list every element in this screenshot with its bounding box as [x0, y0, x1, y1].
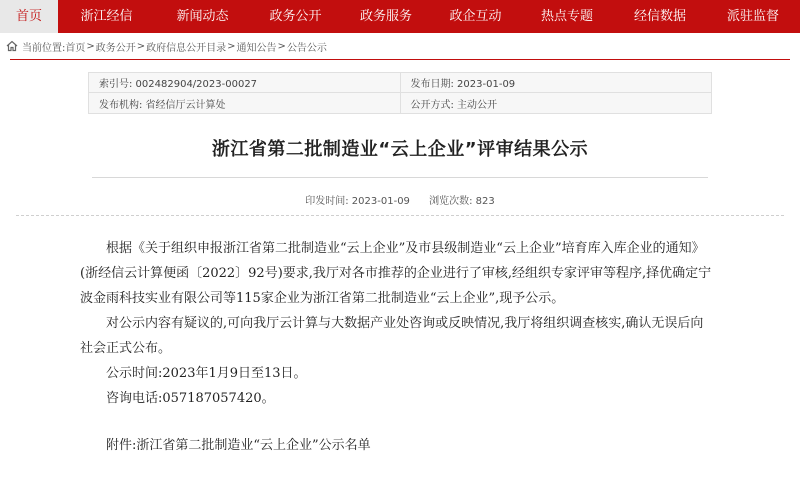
breadcrumb-home[interactable]: 首页 [65, 42, 86, 54]
nav-item-hot-topics[interactable]: 热点专题 [540, 9, 593, 24]
breadcrumb-announcements[interactable]: 公告公示 [286, 42, 327, 54]
metadata-row [89, 93, 711, 113]
body-paragraph: 根据《关于组织申报浙江省第二批制造业“云上企业”及市县级制造业“云上企业”培育库入库企业的通知》(浙经信云计算便函〔2022〕92号)要求,我厅对各市推荐的企业进行了审核,经组织专家评审等程序,择优确定宁波金雨科技实业有限公司等115家企业为浙江省第二批制造业“云上企业”,现予公示。 [80, 241, 712, 306]
announcement-period: 公示时间:2023年1月9日至13日。 [106, 366, 307, 381]
view-count: 浏览次数: 823 [429, 196, 495, 207]
publish-date: 发布日期: 2023-01-09 [400, 73, 712, 92]
article-info [0, 192, 800, 207]
breadcrumb-separator: > [227, 40, 236, 52]
nav-item-home[interactable]: 首页 [0, 0, 58, 33]
body-paragraph: 对公示内容有疑议的,可向我厅云计算与大数据产业处咨询或反映情况,我厅将组织调查核实,确认无误后向社会正式公布。 [80, 316, 704, 356]
metadata-table [88, 72, 712, 114]
publisher: 发布机构: 省经信厅云计算处 [89, 93, 400, 113]
nav-item-gov-open[interactable]: 政务公开 [269, 9, 322, 24]
article-body [0, 236, 800, 458]
open-mode: 公开方式: 主动公开 [400, 93, 712, 113]
nav-item-zhejiang-jingxin[interactable]: 浙江经信 [80, 9, 133, 24]
breadcrumb-prefix: 当前位置: [22, 42, 66, 54]
nav-item-gov-service[interactable]: 政务服务 [359, 9, 412, 24]
attachment-link[interactable]: 附件:浙江省第二批制造业“云上企业”公示名单 [106, 438, 371, 453]
metadata-row [89, 73, 711, 93]
article-title: 浙江省第二批制造业“云上企业”评审结果公示 [211, 139, 589, 160]
breadcrumb-separator: > [277, 40, 286, 52]
index-number: 索引号: 002482904/2023-00027 [89, 73, 400, 92]
breadcrumb [0, 33, 800, 59]
info-divider [16, 215, 784, 216]
nav-item-news[interactable]: 新闻动态 [176, 9, 229, 24]
top-navigation [0, 0, 800, 33]
breadcrumb-separator: > [136, 40, 146, 52]
home-icon [6, 40, 18, 52]
breadcrumb-separator: > [86, 40, 95, 52]
contact-phone: 咨询电话:057187057420。 [106, 391, 275, 406]
title-divider [92, 177, 708, 178]
breadcrumb-gov-open[interactable]: 政务公开 [95, 42, 136, 54]
breadcrumb-notices[interactable]: 通知公告 [236, 42, 277, 54]
nav-item-data[interactable]: 经信数据 [633, 9, 686, 24]
nav-item-supervision[interactable]: 派驻监督 [726, 9, 779, 24]
breadcrumb-divider [10, 59, 790, 60]
breadcrumb-catalog[interactable]: 政府信息公开目录 [146, 42, 227, 54]
print-date: 印发时间: 2023-01-09 [305, 196, 410, 207]
nav-item-interaction[interactable]: 政企互动 [449, 9, 502, 24]
